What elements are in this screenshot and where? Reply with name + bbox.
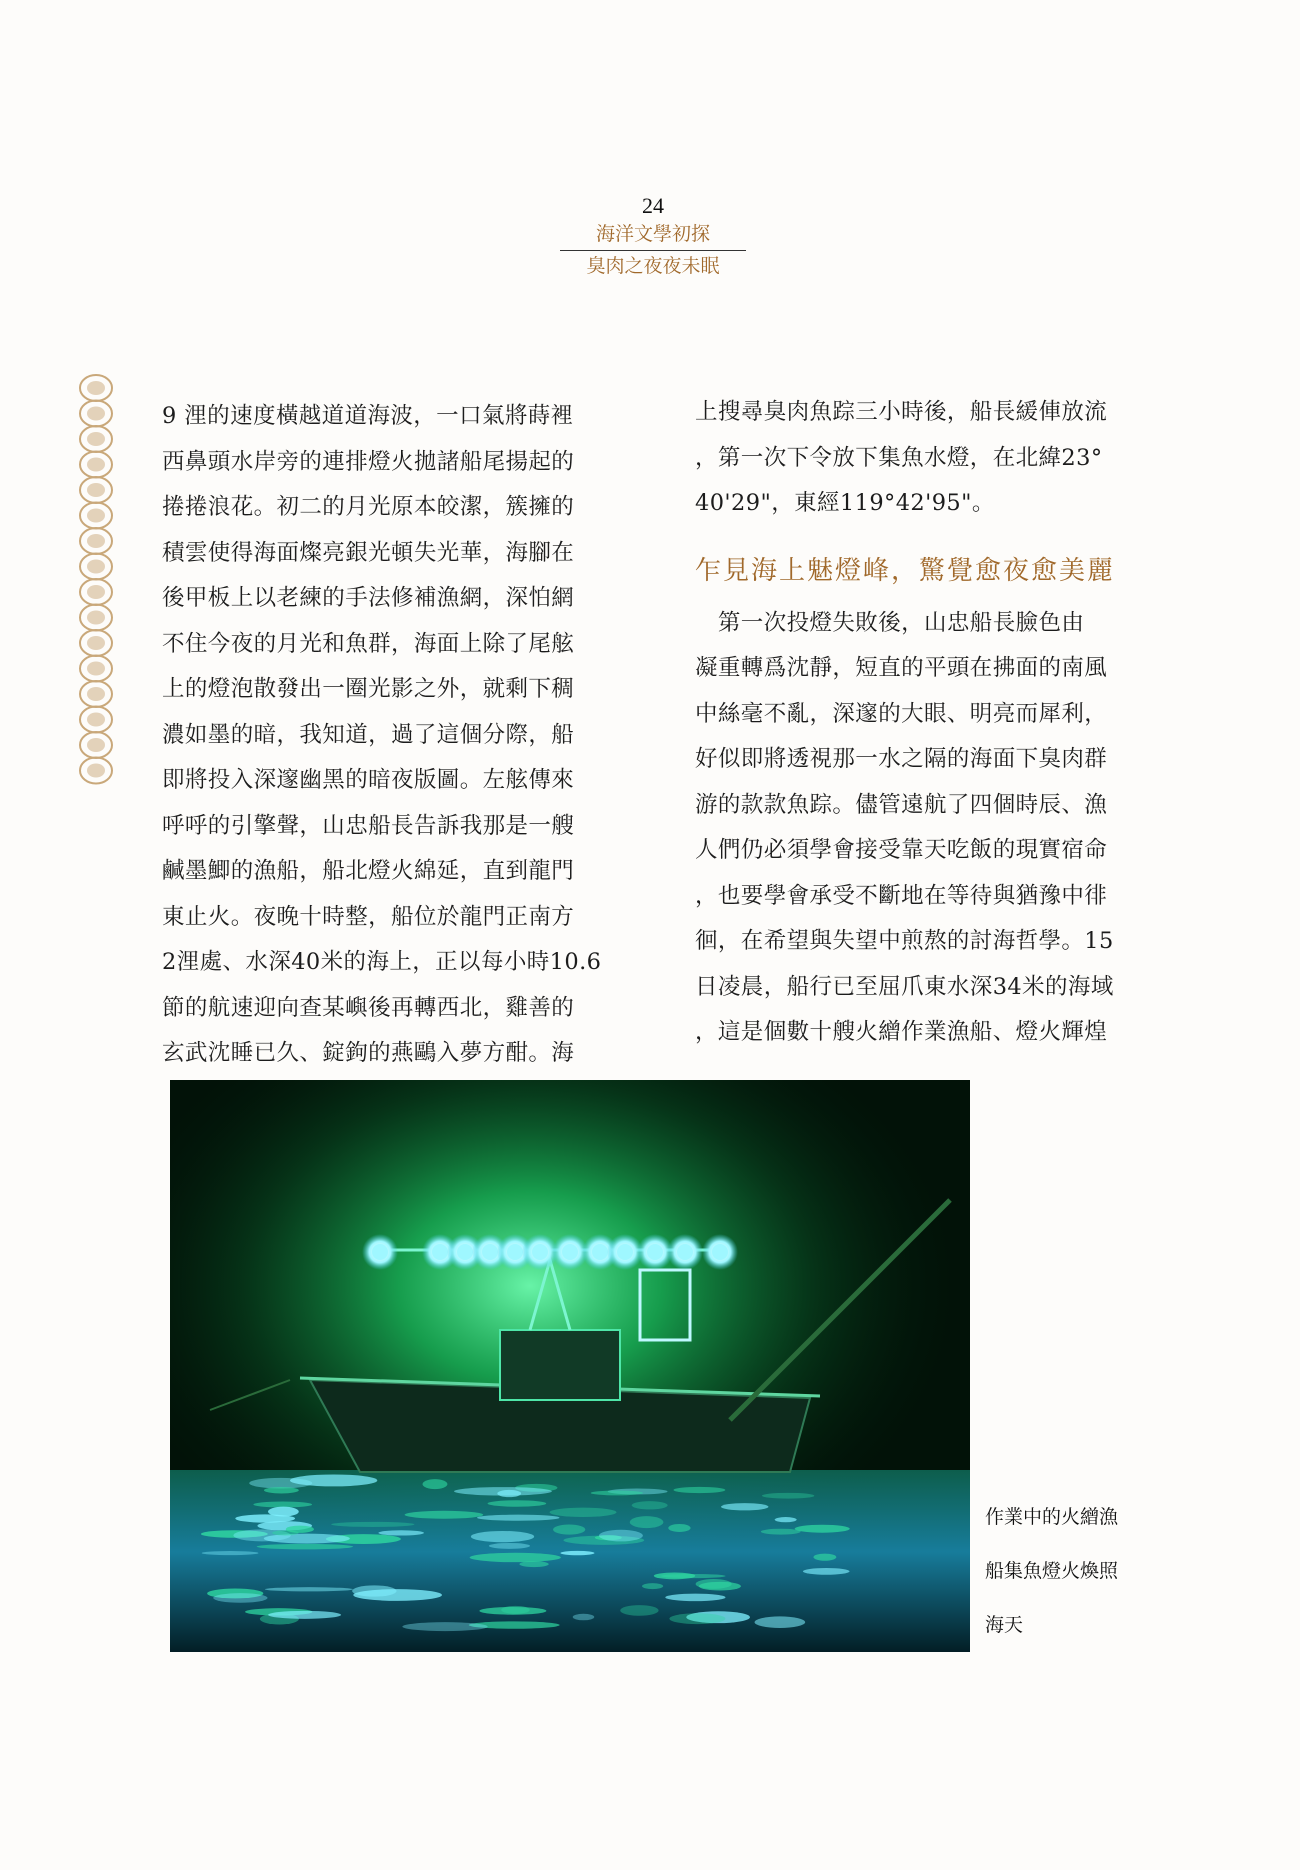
wave-highlight [290,1474,377,1486]
wave-highlight [654,1572,695,1579]
wave-highlight [471,1531,534,1542]
wave-highlight [265,1587,353,1591]
boat-photo-illustration [170,1080,970,1652]
caption-line: 作業中的火繒漁 [985,1506,1119,1528]
text-line: 游的款款魚踪。儘管遠航了四個時辰、漁 [695,791,1108,818]
lamp-bulb [432,1244,448,1260]
ornament-dot [87,662,105,676]
wave-highlight [560,1551,594,1555]
ornament-dot [87,432,105,446]
lamp-bulb [712,1244,728,1260]
wave-highlight [762,1493,814,1499]
ornament-dot [87,534,105,548]
text-line: 2浬處、水深40米的海上，正以每小時10.6 [162,949,602,975]
lamp-bulb [562,1244,578,1260]
text-line: 節的航速迎向查某嶼後再轉西北，雞善的 [162,994,575,1021]
wave-highlight [257,1544,353,1550]
wave-highlight [599,1530,643,1542]
wave-highlight [454,1487,552,1495]
ornament-dot [87,636,105,650]
ornament-dot [87,407,105,421]
wave-highlight [402,1622,487,1631]
lamp-bulb [482,1244,498,1260]
section-heading: 乍見海上魅燈峰，驚覺愈夜愈美麗 [695,555,1116,586]
ornament-dot [87,381,105,395]
photo-caption [985,1490,1145,1652]
wave-highlight [755,1616,806,1628]
text-line: 人們仍必須學會接受靠天吃飯的現實宿命 [695,837,1108,863]
wave-highlight [573,1614,595,1620]
wave-highlight [235,1514,295,1522]
wave-highlight [202,1551,259,1555]
decorative-ornament-icon [76,372,116,792]
ornament-dot [87,764,105,778]
text-line: 鹹墨鯽的漁船，船北燈火綿延，直到龍門 [162,858,575,884]
text-line: 西鼻頭水岸旁的連排燈火拋諸船尾揚起的 [162,448,575,475]
text-line: ，第一次下令放下集魚水燈，在北緯23° [695,444,1103,471]
ornament-dot [87,687,105,701]
lamp-bulb [677,1244,693,1260]
text-line: 濃如墨的暗，我知道，過了這個分際，船 [162,721,575,748]
wave-highlight [642,1583,663,1589]
wave-highlight [813,1554,836,1561]
page-header [560,192,746,280]
wave-highlight [352,1585,396,1596]
wave-highlight [803,1568,850,1575]
text-line: 日凌晨，船行已至屈爪東水深34米的海域 [695,973,1114,1000]
wave-highlight [423,1479,448,1489]
caption-line: 海天 [985,1614,1024,1636]
left-text-column [162,394,622,1077]
wave-highlight [665,1594,725,1602]
lamp-bulb [457,1244,473,1260]
wave-highlight [630,1516,664,1528]
wave-highlight [268,1611,341,1619]
wave-highlight [795,1525,850,1533]
text-line: 徊，在希望與失望中煎熬的討海哲學。15 [695,928,1114,954]
text-line: 9 浬的速度橫越道道海波，一口氣將蒔裡 [162,403,574,429]
text-line: 好似即將透視那一水之隔的海面下臭肉群 [695,746,1108,772]
wave-highlight [264,1487,299,1493]
wave-highlight [721,1503,769,1510]
right-text-column [695,390,1155,1056]
ornament-dot [87,713,105,727]
wave-highlight [331,1522,414,1527]
wave-highlight [470,1553,561,1562]
text-line: 中絲毫不亂，深邃的大眼、明亮而犀利， [695,700,1108,727]
wave-highlight [761,1529,801,1535]
text-line: 東止火。夜晚十時整，船位於龍門正南方 [162,903,575,930]
wave-highlight [553,1524,585,1534]
wave-highlight [591,1491,643,1496]
wave-highlight [674,1487,726,1493]
text-line: 第一次投燈失敗後，山忠船長臉色由 [695,609,1085,636]
text-line: 捲捲浪花。初二的月光原本皎潔，簇擁的 [162,494,575,520]
wave-highlight [213,1593,267,1603]
wave-highlight [264,1534,350,1544]
wave-highlight [488,1500,547,1506]
wave-highlight [696,1579,732,1589]
wave-highlight [286,1526,314,1533]
wave-highlight [477,1515,560,1521]
caption-line: 船集魚燈火煥照 [985,1560,1119,1582]
wave-highlight [489,1543,530,1549]
wave-highlight [632,1501,668,1509]
text-line: 呼呼的引擎聲，山忠船長告訴我那是一艘 [162,812,575,839]
text-line: 不住今夜的月光和魚群，海面上除了尾舷 [162,630,575,657]
ornament-dot [87,611,105,625]
wave-highlight [668,1524,690,1532]
text-line: 即將投入深邃幽黑的暗夜版圖。左舷傳來 [162,767,575,793]
text-line: 積雲使得海面燦亮銀光頓失光華，海腳在 [162,539,575,566]
header-divider [560,250,746,251]
wave-highlight [775,1517,797,1522]
wave-highlight [669,1613,725,1624]
text-line: 凝重轉爲沈靜，短直的平頭在拂面的南風 [695,655,1108,681]
night-fishing-boat-photo [170,1080,970,1652]
wave-highlight [253,1501,312,1507]
ornament-dot [87,458,105,472]
wave-highlight [378,1530,424,1535]
lamp-bulb [532,1244,548,1260]
lamp-bulb [372,1244,388,1260]
text-line: ，這是個數十艘火繒作業漁船、燈火輝煌 [695,1019,1108,1045]
lamp-bulb [647,1244,663,1260]
lamp-bulb [617,1244,633,1260]
ornament-dot [87,585,105,599]
ornament-dot [87,738,105,752]
text-line: 上搜尋臭肉魚踪三小時後，船長緩俥放流 [695,399,1108,425]
chapter-title: 臭肉之夜夜未眠 [586,255,720,277]
series-title: 海洋文學初探 [595,223,710,245]
wave-highlight [620,1605,658,1616]
ornament-dot [87,483,105,497]
text-line: 玄武沈睡已久、錠鉤的燕鷗入夢方酣。海 [162,1040,575,1066]
page-number: 24 [642,193,664,218]
text-line: 上的燈泡散發出一圈光影之外，就剩下稠 [162,676,575,702]
wave-highlight [405,1511,484,1519]
text-line: ，也要學會承受不斷地在等待與猶豫中徘 [695,882,1108,909]
wave-highlight [550,1508,617,1517]
text-line: 40'29"，東經119°42'95"。 [695,490,995,516]
lamp-bulb [592,1244,608,1260]
ornament-dot [87,509,105,523]
wave-highlight [501,1606,530,1614]
text-line: 後甲板上以老練的手法修補漁網，深怕網 [162,585,575,611]
lamp-bulb [507,1244,523,1260]
ornament-dot [87,560,105,574]
